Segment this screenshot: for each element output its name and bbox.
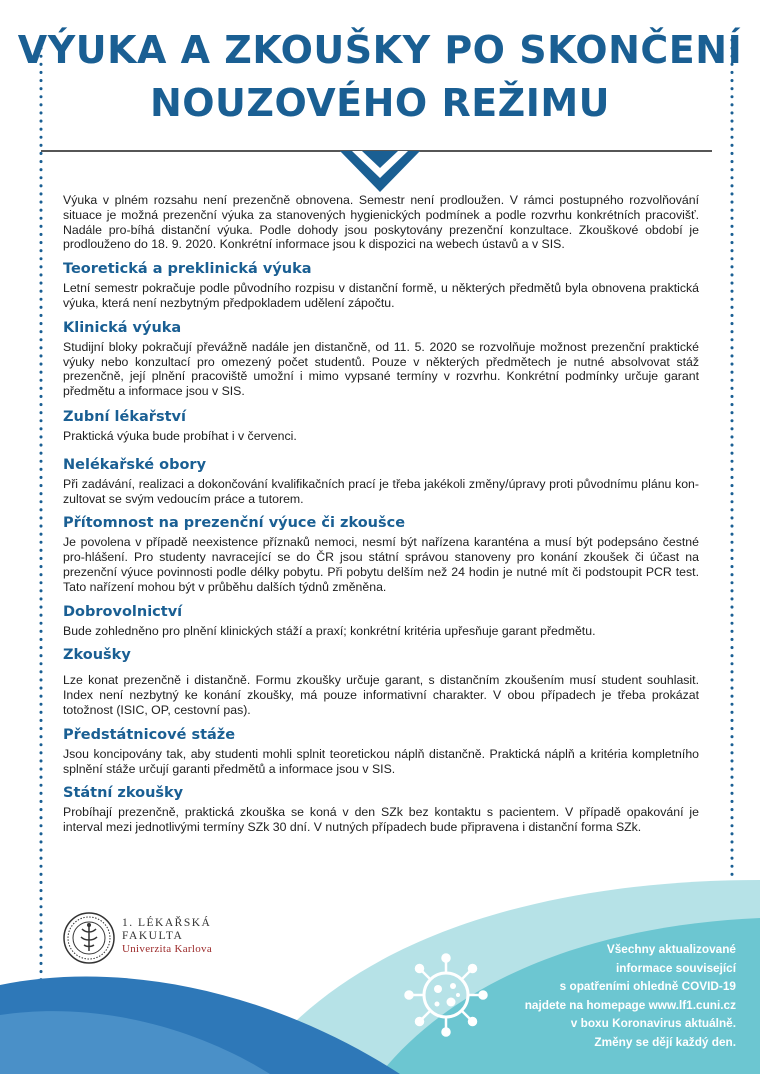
section-heading: Dobrovolnictví: [63, 603, 183, 620]
section-body: Letní semestr pokračuje podle původního rozpisu v distanční formě, u některých předmětů byla obnovena praktická výuka, která není nezbytným předpokladem udělení zápočtu.: [63, 281, 699, 310]
logo-line-1: 1. LÉKAŘSKÁ: [122, 917, 212, 929]
footer-line: v boxu Koronavirus aktuálně.: [570, 1016, 736, 1031]
section-teoreticka: [63, 260, 699, 311]
section-heading: Předstátnicové stáže: [63, 726, 236, 743]
page-title-line-1: VÝUKA A ZKOUŠKY PO SKONČENÍ: [17, 28, 743, 72]
section-nelekarske: [63, 456, 699, 507]
section-heading: Zkoušky: [63, 647, 131, 664]
logo-line-2: FAKULTA: [122, 930, 184, 942]
section-body: Jsou koncipovány tak, aby studenti mohli splnit teoretickou náplň distančně. Praktická náplň a kritéria kompletního splnění stáže určují garanti předmětů a informace jsou v SIS.: [63, 746, 699, 776]
footer-line: s opatřeními ohledně COVID-19: [559, 979, 736, 994]
section-body: Při zadávání, realizaci a dokončování kvalifikačních prací je třeba jakékoli změny/úpravy proti původnímu plánu kon-zultovat se svým vedoucím práce a tutorem.: [63, 476, 699, 506]
footer-line: Všechny aktualizované: [606, 942, 736, 956]
logo-text: [122, 917, 212, 955]
content: [63, 193, 699, 835]
section-predstatnicove: [63, 726, 699, 777]
section-klinicka: [63, 319, 699, 399]
section-heading: Teoretická a preklinická výuka: [63, 261, 312, 278]
footer-line: najdete na homepage www.lf1.cuni.cz: [524, 997, 736, 1012]
logo-line-3: Univerzita Karlova: [122, 943, 212, 955]
page-title-line-2: NOUZOVÉHO REŽIMU: [149, 81, 611, 125]
section-body: Lze konat prezenčně i distančně. Formu zkoušky určuje garant, s distančním zkoušením musí student souhlasit. Index není nezbytný ke konání zkoušky, má pouze informativní charakter. V obou případech je třeba prokázat totožnost (ISIC, OP, cestovní pas).: [63, 673, 699, 717]
section-pritomnost: [63, 514, 699, 594]
footer-info: [496, 940, 736, 1052]
section-body: Studijní bloky pokračují převážně nadále jen distančně, od 11. 5. 2020 se rozvolňuje možnost prezenční praktické výuky nebo konzultací pro omezený počet studentů. Pouze v některých předmětech je nutné absolvovat stáž prezenčně, její plnění pracoviště umožní i mimo vypsané termíny v rozvrhu. Konkrétní podmínky určuje garant předmětu a informace jsou v SIS.: [63, 339, 699, 399]
section-heading: Zubní lékařství: [63, 408, 186, 425]
section-zkousky: [63, 646, 699, 717]
footer-line: Změny se dějí každý den.: [594, 1034, 736, 1049]
section-zubni: [63, 408, 699, 444]
section-heading: Klinická výuka: [63, 319, 182, 336]
faculty-logo: [62, 911, 232, 967]
section-heading: Nelékařské obory: [63, 456, 207, 473]
section-dobrovolnictvi: [63, 603, 699, 639]
section-body: Praktická výuka bude probíhat i v červenci.: [63, 428, 297, 443]
section-heading: Přítomnost na prezenční výuce či zkoušce: [63, 515, 406, 532]
university-seal-icon: [62, 911, 116, 965]
section-body: Probíhají prezenčně, praktická zkouška se koná v den SZk bez kontaktu s pacientem. V případě opakování je interval mezi jednotlivými termíny SZk 30 dní. V nutných případech bude připravena i distanční forma SZk.: [63, 805, 699, 835]
section-heading: Státní zkoušky: [63, 785, 184, 802]
section-body: Je povolena v případě neexistence příznaků nemoci, nesmí být nařízena karanténa a musí být podepsáno čestné pro-hlášení. Pro studenty navracející se do ČR jsou státní správou stanoveny pro konání zkoušek či účast na prezenční výuce povinnosti podle délky pobytu. Při pobytu delším než 24 hodin je nutné mít či podstoupit PCR test. Tato nařízení mohou být v průběhu dalších týdnů změněna.: [63, 535, 699, 594]
section-body: Bude zohledněno pro plnění klinických stáží a praxí; konkrétní kritéria upřesňuje garant předmětu.: [63, 623, 596, 638]
section-statni: [63, 784, 699, 835]
intro-paragraph: Výuka v plném rozsahu není prezenčně obnovena. Semestr není prodloužen. V rámci postupného rozvolňování situace je možná prezenční výuka za stanovených hygienických podmínek a podle rozvrhu konkrétních pracovišť. Nadále pro-bíhá distanční výuka. Podle dohody jsou poskytovány prezenční konzultace. Zkouškové období je prodlouženo do 18. 9. 2020. Konkrétní informace jsou k dispozici na webech ústavů a v SIS.: [63, 193, 699, 252]
footer-line: informace související: [616, 960, 736, 975]
